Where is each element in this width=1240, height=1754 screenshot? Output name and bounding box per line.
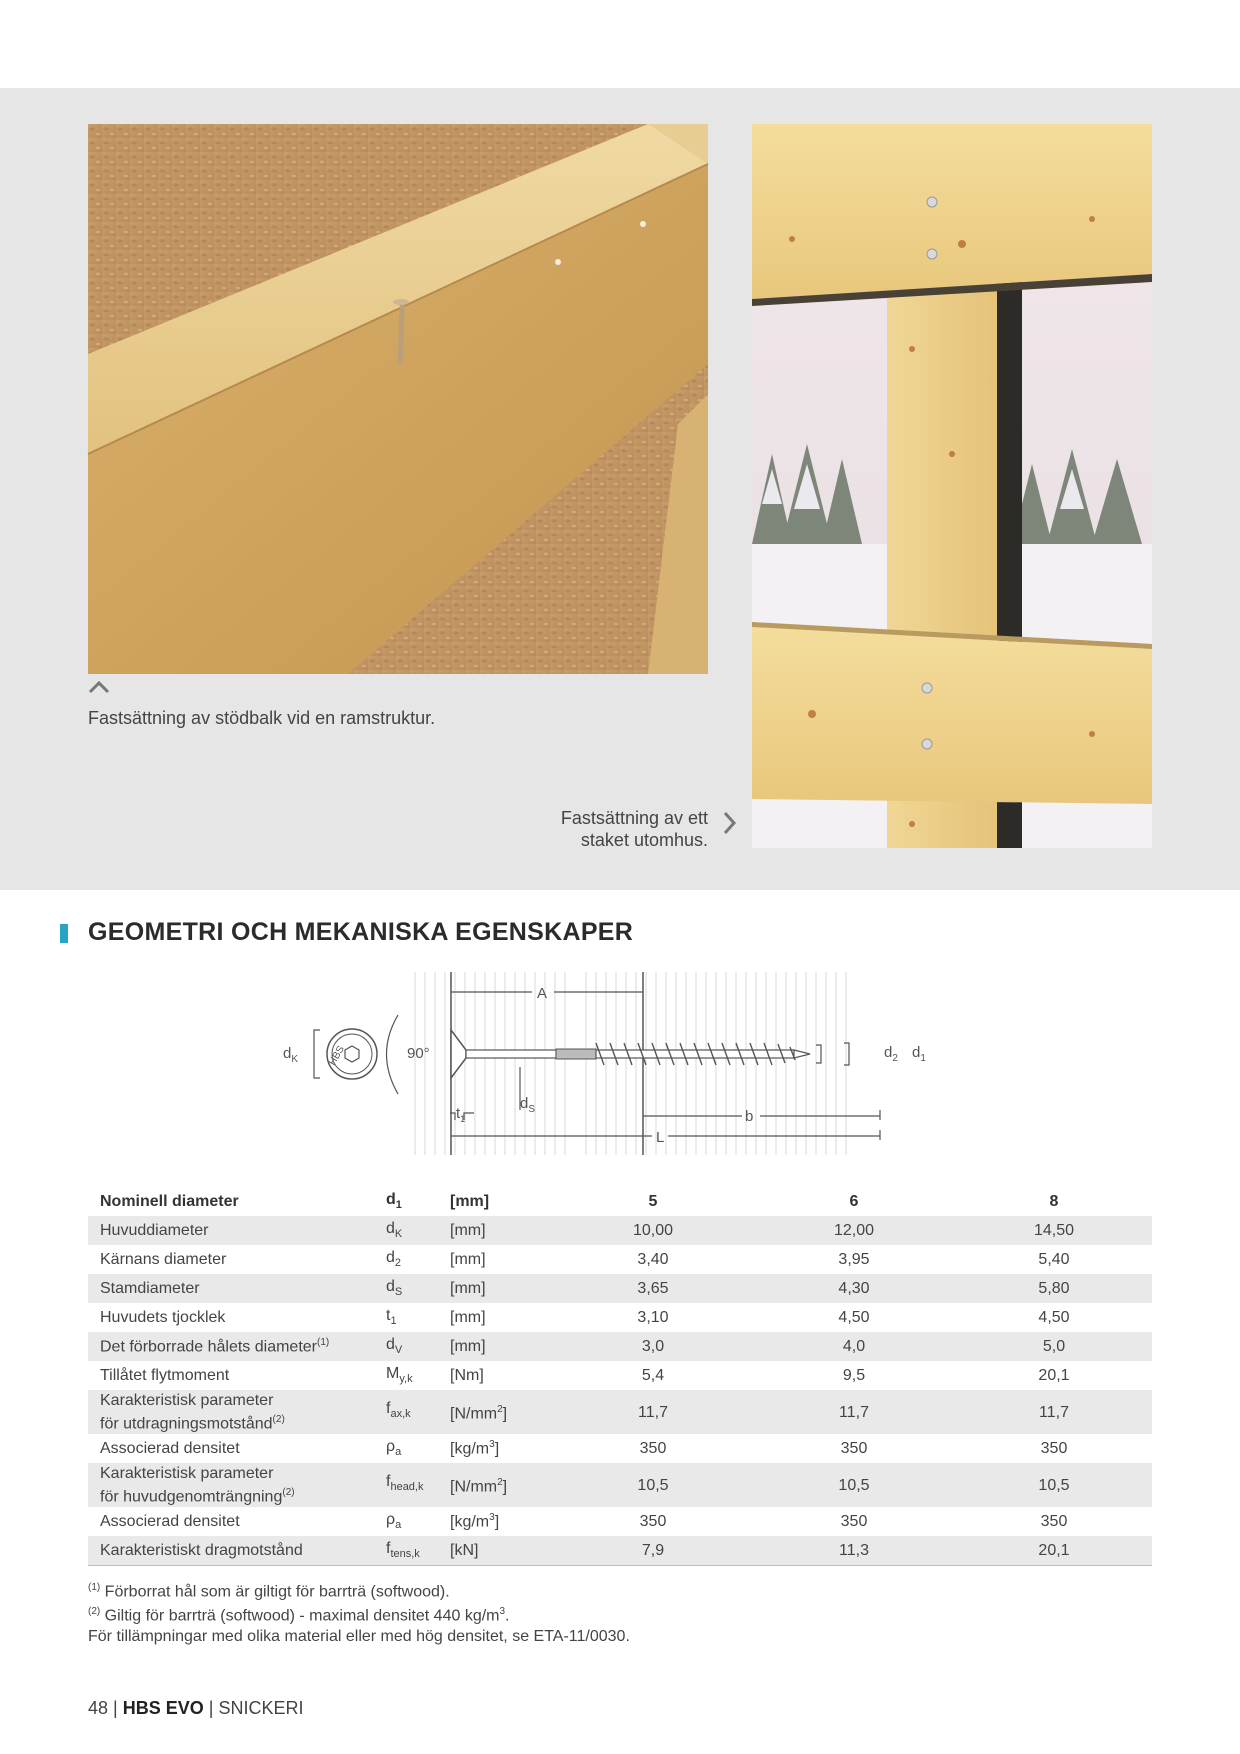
- left-photo-caption: Fastsättning av stödbalk vid en ramstruktur.: [88, 708, 436, 728]
- table-row: Karakteristisk parameter för utdragningsmotstånd$^{(2)}$ $f_{ax,k}$ $[N/mm^2]$ 11,7 11,7 11,7: [88, 1390, 1152, 1434]
- table-row: Kärnans diameter $d_2$ [mm] 3,40 3,95 5,40: [100, 1249, 1070, 1270]
- header-value-2: 6: [849, 1192, 859, 1210]
- table-row: Huvuddiameter $d_K$ [mm] 10,00 12,00 14,50: [88, 1216, 1152, 1245]
- table-row: Associerad densitet $\rho_a$ $[kg/m^3]$ 350 350 350: [100, 1438, 1068, 1459]
- right-photo-caption: Fastsättning av ett staket utomhus.: [560, 808, 708, 850]
- table-row: Stamdiameter $d_S$ [mm] 3,65 4,30 5,80: [88, 1274, 1152, 1303]
- screw-geometry-diagram: [283, 970, 950, 1160]
- dim-L-label: L: [656, 1129, 665, 1146]
- footnote-2: $^{(2)}$ Giltig för barrträ (softwood) - maximal densitet 440 $kg/m^3$.: [88, 1606, 510, 1625]
- table-row: Huvudets tjocklek $t_1$ [mm] 3,10 4,50 4,50: [100, 1307, 1070, 1328]
- head-marking: HBS: [327, 1044, 347, 1068]
- dim-t1-label: $t_1$: [456, 1105, 466, 1124]
- footnote-1: $^{(1)}$ Förborrat hål som är giltigt för barrträ (softwood).: [88, 1582, 450, 1601]
- table-footnotes: [88, 1578, 630, 1647]
- dim-dk-label: $d_K$: [283, 1045, 299, 1065]
- header-value-3: 8: [1049, 1192, 1059, 1210]
- section-marker: [60, 924, 68, 943]
- header-value-1: 5: [648, 1192, 658, 1210]
- dim-A-label: A: [537, 985, 548, 1002]
- table-row: Karakteristisk parameter för huvudgenomträngning$^{(2)}$ $f_{head,k}$ $[N/mm^2]$ 10,5 10,5 10,5: [88, 1463, 1152, 1507]
- header-label: Nominell diameter: [100, 1192, 239, 1210]
- header-symbol: $d_1$: [386, 1191, 402, 1212]
- footer-product: HBS EVO: [122, 1698, 204, 1718]
- table-row: Tillåtet flytmoment $M_{y,k}$ [Nm] 5,4 9,5 20,1: [100, 1365, 1070, 1386]
- beam-on-frame-photo: [88, 124, 708, 674]
- dim-b-label: b: [745, 1108, 754, 1125]
- table-row: Karakteristiskt dragmotstånd $f_{tens,k}$ [kN] 7,9 11,3 20,1: [88, 1536, 1152, 1566]
- page-number: 48: [88, 1698, 109, 1718]
- table-header: [88, 1187, 1152, 1216]
- chevron-up-icon: [88, 680, 110, 694]
- dim-ds-label: $d_S$: [520, 1095, 536, 1115]
- header-unit: [mm]: [450, 1192, 490, 1210]
- page-footer: [88, 1698, 304, 1719]
- table-row: Det förborrade hålets diameter$^{(1)}$ $d_V$ [mm] 3,0 4,0 5,0: [88, 1332, 1152, 1361]
- dim-d2-label: $d_2$: [884, 1044, 898, 1064]
- footnote-3: För tillämpningar med olika material eller med hög densitet, se ETA-11/0030.: [88, 1627, 630, 1645]
- dim-d1-label: $d_1$: [912, 1044, 926, 1064]
- footer-separator: |: [113, 1698, 123, 1718]
- dim-angle-label: 90°: [407, 1045, 430, 1062]
- section-title: GEOMETRI OCH MEKANISKA EGENSKAPER: [88, 918, 634, 946]
- footer-separator: |: [208, 1698, 219, 1718]
- chevron-right-icon: [722, 811, 736, 835]
- properties-table: [88, 1187, 1152, 1566]
- table-row: Associerad densitet $\rho_a$ $[kg/m^3]$ 350 350 350: [100, 1511, 1068, 1532]
- outdoor-fence-photo: [752, 124, 1152, 848]
- footer-category: SNICKERI: [218, 1698, 304, 1718]
